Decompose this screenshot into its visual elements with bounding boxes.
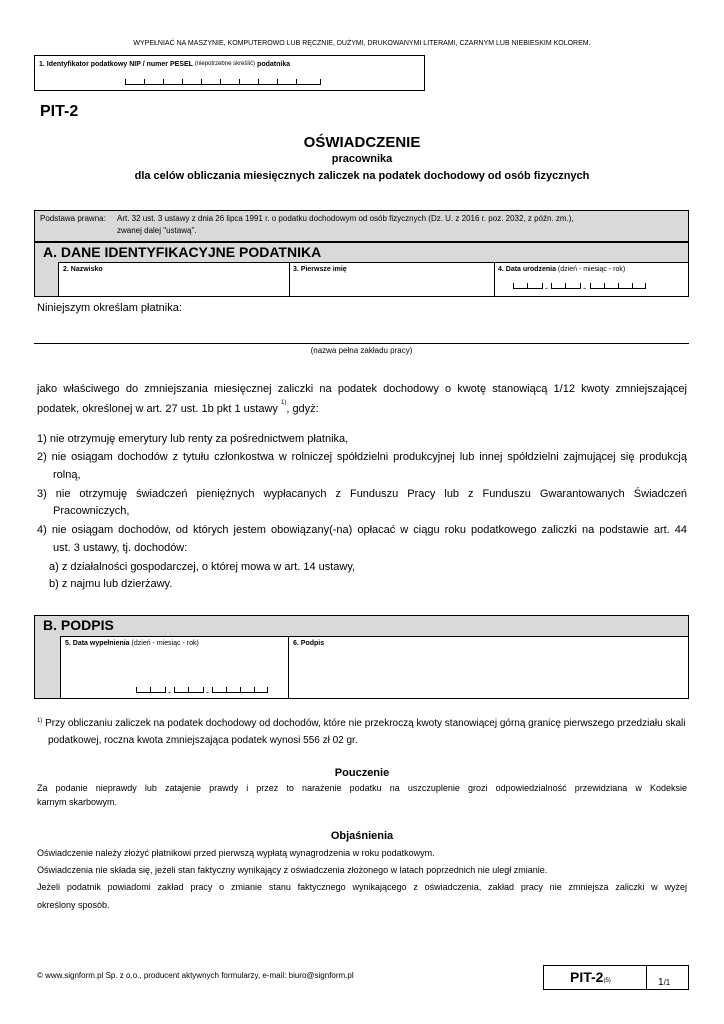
- payer-name-caption: (nazwa pełna zakładu pracy): [310, 346, 413, 355]
- signature-label: 6. Podpis: [293, 640, 325, 647]
- section-a-fields: [58, 262, 689, 297]
- footnote-line1: $^{1)}$ Przy obliczaniu zaliczek na podatek dochodowy od dochodów, które nie przekroczą kwoty stanowiącej górną granicę pierwszego przedziału skali: [37, 718, 686, 729]
- item-3b: Pracowniczych,: [53, 505, 130, 517]
- footer-copyright: © www.signform.pl Sp. z o.o., producent aktywnych formularzy, e-mail: biuro@signform.pl: [37, 971, 354, 980]
- item-4c: a) z działalności gospodarczej, o której mowa w art. 14 ustawy,: [49, 561, 356, 573]
- pouczenie-line1: Za podanie nieprawdy lub zatajenie prawdy i przez to narażenie podatku na uszczuplenie grozi odpowiedzialność przewidziana w Kodeksie: [37, 783, 687, 793]
- page-subtitle-2: dla celów obliczania miesięcznych zaliczek na podatek dochodowy od osób fizycznych: [134, 170, 590, 182]
- signature-field[interactable]: [289, 637, 688, 698]
- birth-date-label: 4. Data urodzenia (dzień - miesiąc - rok): [498, 266, 626, 273]
- footer-form-box: [543, 965, 689, 990]
- payer-intro: Niniejszym określam płatnika:: [37, 302, 182, 314]
- objasnienia-line3: Jeżeli podatnik powiadomi zakład pracy o zmianie stanu faktycznego wynikającego z oświadczenia, zakład pracy nie zmniejsza zaliczki w wyżej: [37, 882, 687, 892]
- payer-name-line[interactable]: [34, 343, 689, 344]
- objasnienia-line2: Oświadczenia nie składa się, jeżeli stan faktyczny wynikający z oświadczenia złożonego w latach poprzednich nie uległ zmianie.: [37, 865, 548, 875]
- item-3a: 3) nie otrzymuję świadczeń pieniężnych wypłacanych z Funduszu Pracy lub z Funduszu Gwarantowanych Świadczeń: [37, 488, 687, 500]
- surname-label: 2. Nazwisko: [63, 266, 103, 273]
- section-a: [34, 242, 689, 297]
- header-note: WYPEŁNIAĆ NA MASZYNIE, KOMPUTEROWO LUB RĘCZNIE, DUŻYMI, DRUKOWANYMI LITERAMI, CZARNYM LUB NIEBIESKIM KOLOREM.: [133, 40, 591, 47]
- taxpayer-id-field[interactable]: [34, 55, 425, 91]
- taxpayer-id-label: 1. Identyfikator podatkowy NIP / numer PESEL $^{(niepotrzebne skreślić)}$ podatnika: [39, 61, 291, 68]
- fill-date-label: 5. Data wypełnienia (dzień - miesiąc - rok): [65, 640, 199, 647]
- body-line1: jako właściwego do zmniejszania miesięcznej zaliczki na podatek dochodowy o kwotę stanowiącą 1/12 kwoty zmniejszającej: [37, 383, 687, 395]
- item-4d: b) z najmu lub dzierżawy.: [49, 578, 173, 590]
- objasnienia-line4: określony sposób.: [37, 900, 110, 910]
- section-b: [34, 615, 689, 699]
- footnote-line2: podatkowej, roczna kwota zmniejszająca podatek wynosi 556 zł 02 gr.: [48, 735, 358, 746]
- pouczenie-title: Pouczenie: [334, 767, 390, 779]
- objasnienia-line1: Oświadczenie należy złożyć płatnikowi przed pierwszą wypłatą wynagrodzenia w roku podatkowym.: [37, 848, 435, 858]
- fill-date-field[interactable]: 5. Data wypełnienia (dzień - miesiąc - rok) - -: [61, 637, 289, 698]
- item-2a: 2) nie osiągam dochodów z tytułu członkostwa w rolniczej spółdzielni produkcyjnej lub innej spółdzielni zajmującej się produkcją: [37, 451, 687, 463]
- first-name-label: 3. Pierwsze imię: [293, 266, 347, 273]
- section-b-fields: [60, 636, 689, 699]
- item-1: 1) nie otrzymuję emerytury lub renty za pośrednictwem płatnika,: [37, 433, 349, 445]
- birth-date-field[interactable]: 4. Data urodzenia (dzień - miesiąc - rok) - -: [495, 263, 689, 296]
- surname-field[interactable]: [59, 263, 290, 296]
- legal-basis-box: [34, 210, 689, 242]
- first-name-field[interactable]: [290, 263, 495, 296]
- page-title: OŚWIADCZENIE: [303, 134, 421, 151]
- footer-form-code: PIT-2(5): [544, 966, 647, 989]
- item-4b: ust. 3 ustawy, tj. dochodów:: [53, 542, 188, 554]
- section-b-title: B. PODPIS: [43, 617, 114, 633]
- legal-basis-line1: Art. 32 ust. 3 ustawy z dnia 26 lipca 1991 r. o podatku dochodowym od osób fizycznych (Dz. U. z 2016 r. poz. 2032, z późn. zm.),: [117, 214, 574, 223]
- objasnienia-title: Objaśnienia: [330, 830, 394, 842]
- legal-basis-label: Podstawa prawna:: [40, 214, 106, 223]
- section-a-title: A. DANE IDENTYFIKACYJNE PODATNIKA: [43, 244, 322, 260]
- taxpayer-id-combs: [125, 80, 321, 85]
- form-code: PIT-2: [40, 103, 79, 120]
- pouczenie-line2: karnym skarbowym.: [37, 797, 118, 807]
- footer-page-number: 1/1: [658, 977, 671, 988]
- page-subtitle-1: pracownika: [331, 153, 393, 165]
- legal-basis-line2: zwanej dalej "ustawą".: [117, 226, 197, 235]
- item-4a: 4) nie osiągam dochodów, od których jestem obowiązany(-na) opłacać w ciągu roku podatkowego zaliczki na podstawie art. 44: [37, 524, 687, 536]
- body-line2: podatek, określonej w art. 27 ust. 1b pkt 1 ustawy $^{1)}$, gdyż:: [37, 400, 319, 415]
- item-2b: rolną,: [53, 469, 81, 481]
